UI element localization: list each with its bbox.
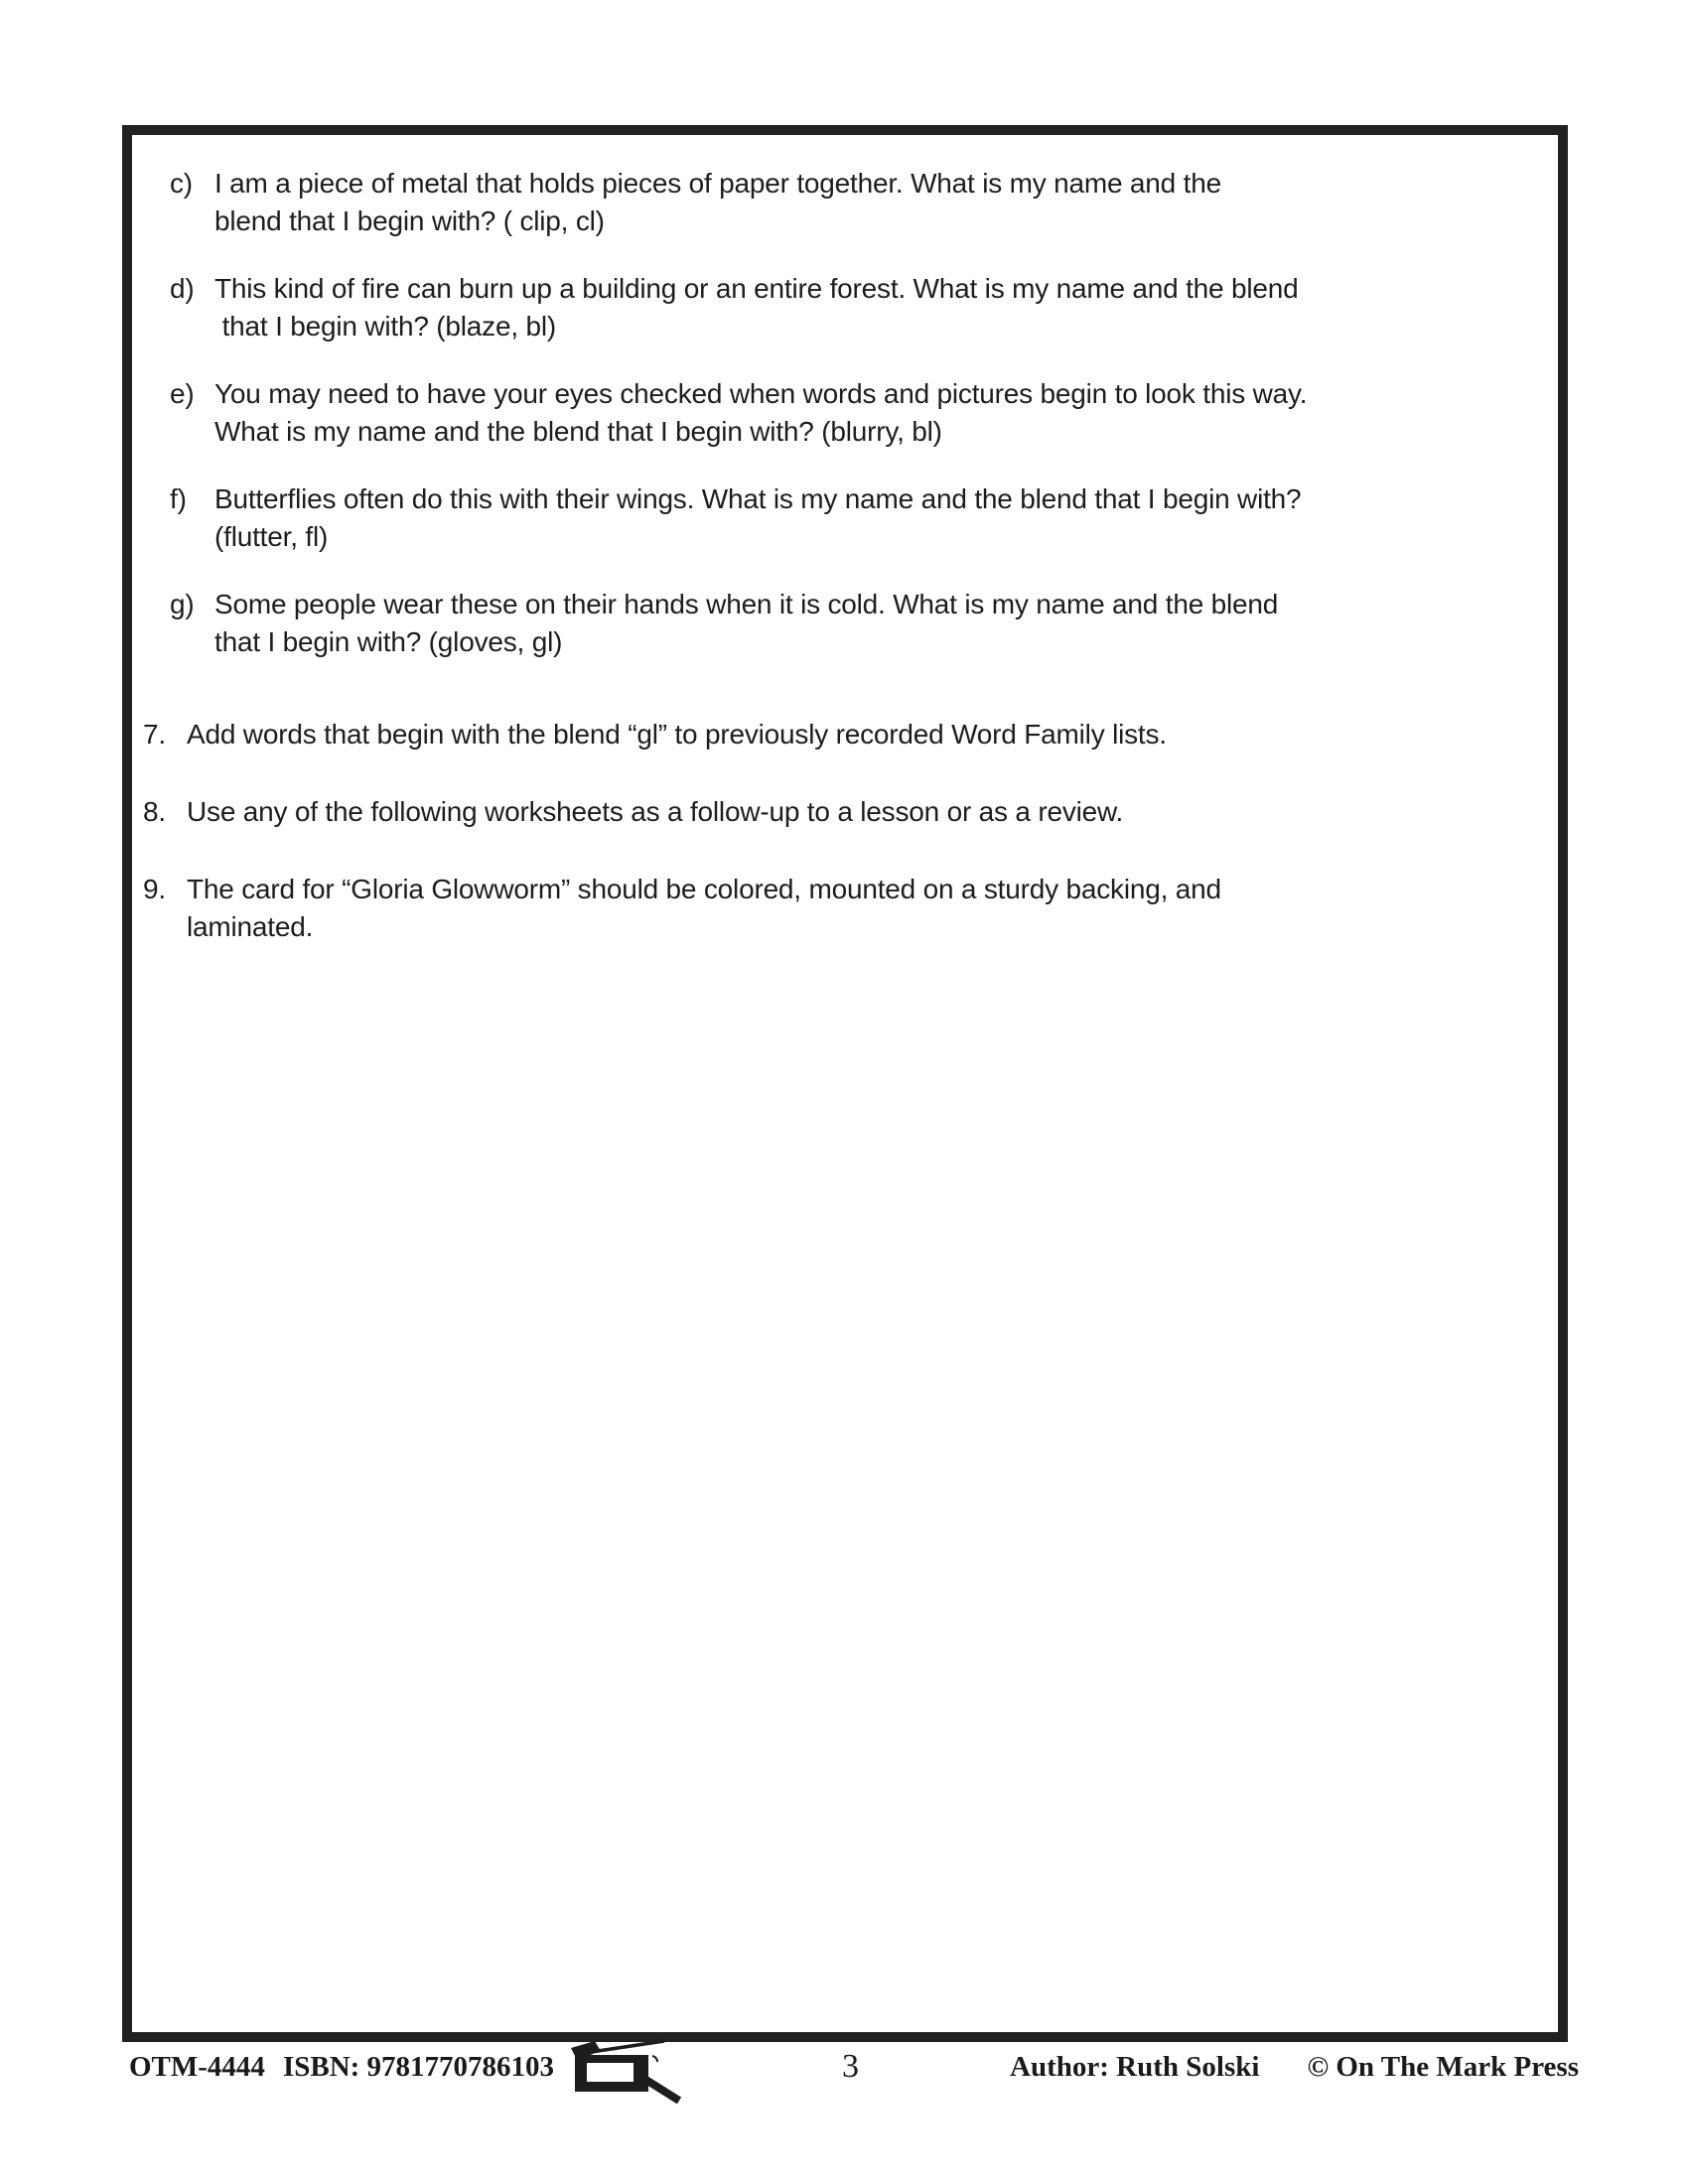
item-text	[214, 270, 1532, 345]
text-line: that I begin with? (blaze, bl)	[214, 311, 557, 341]
text-line: This kind of fire can burn up a building or an entire forest. What is my name and the blend	[214, 273, 1299, 304]
isbn-text: ISBN: 9781770786103	[282, 2051, 555, 2083]
item-text	[187, 793, 1532, 831]
item-marker: g)	[170, 589, 195, 619]
item-text	[214, 586, 1532, 661]
text-line: I am a piece of metal that holds pieces of paper together. What is my name and the	[214, 168, 1221, 199]
text-line: Add words that begin with the blend “gl” to previously recorded Word Family lists.	[187, 719, 1167, 750]
item-marker: 8.	[143, 796, 166, 827]
page-number: 3	[842, 2048, 859, 2085]
list-item-9	[143, 871, 1532, 946]
text-line: You may need to have your eyes checked when words and pictures begin to look this way.	[214, 378, 1308, 409]
list-item-g	[170, 586, 1532, 661]
item-marker: d)	[170, 273, 195, 304]
copyright-notice: © On The Mark Press	[1307, 2051, 1579, 2083]
list-item-d	[170, 270, 1532, 345]
item-text	[214, 480, 1532, 556]
list-item-e	[170, 375, 1532, 451]
text-line: laminated.	[187, 911, 314, 942]
author-credit: Author: Ruth Solski	[1010, 2051, 1260, 2083]
text-line: What is my name and the blend that I begin with? (blurry, bl)	[214, 416, 942, 447]
footer-left-group	[129, 2047, 685, 2123]
item-marker: f)	[170, 483, 187, 514]
item-marker: e)	[170, 378, 195, 409]
item-text	[214, 165, 1532, 240]
list-item-c	[170, 165, 1532, 240]
page-footer	[129, 2047, 1579, 2107]
text-line: Use any of the following worksheets as a follow-up to a lesson or as a review.	[187, 796, 1124, 827]
list-item-8	[143, 793, 1532, 831]
page-border-frame	[122, 125, 1568, 2042]
item-text	[187, 871, 1532, 946]
product-code: OTM-4444	[129, 2051, 265, 2083]
text-line: Some people wear these on their hands when it is cold. What is my name and the blend	[214, 589, 1279, 619]
item-text	[187, 716, 1532, 753]
item-marker: c)	[170, 168, 193, 199]
text-line: (flutter, fl)	[214, 521, 329, 552]
photocopier-icon	[568, 2038, 685, 2115]
footer-right-group	[1010, 2047, 1579, 2087]
lettered-item-list	[132, 165, 1532, 661]
list-item-f	[170, 480, 1532, 556]
item-text	[214, 375, 1532, 451]
item-marker: 9.	[143, 874, 166, 904]
text-line: Butterflies often do this with their wings. What is my name and the blend that I begin with?	[214, 483, 1302, 514]
text-line: blend that I begin with? ( clip, cl)	[214, 205, 605, 236]
text-line: that I begin with? (gloves, gl)	[214, 626, 563, 657]
list-item-7	[143, 716, 1532, 753]
text-line: The card for “Gloria Glowworm” should be colored, mounted on a sturdy backing, and	[187, 874, 1221, 904]
numbered-item-list	[132, 716, 1532, 946]
item-marker: 7.	[143, 719, 166, 750]
